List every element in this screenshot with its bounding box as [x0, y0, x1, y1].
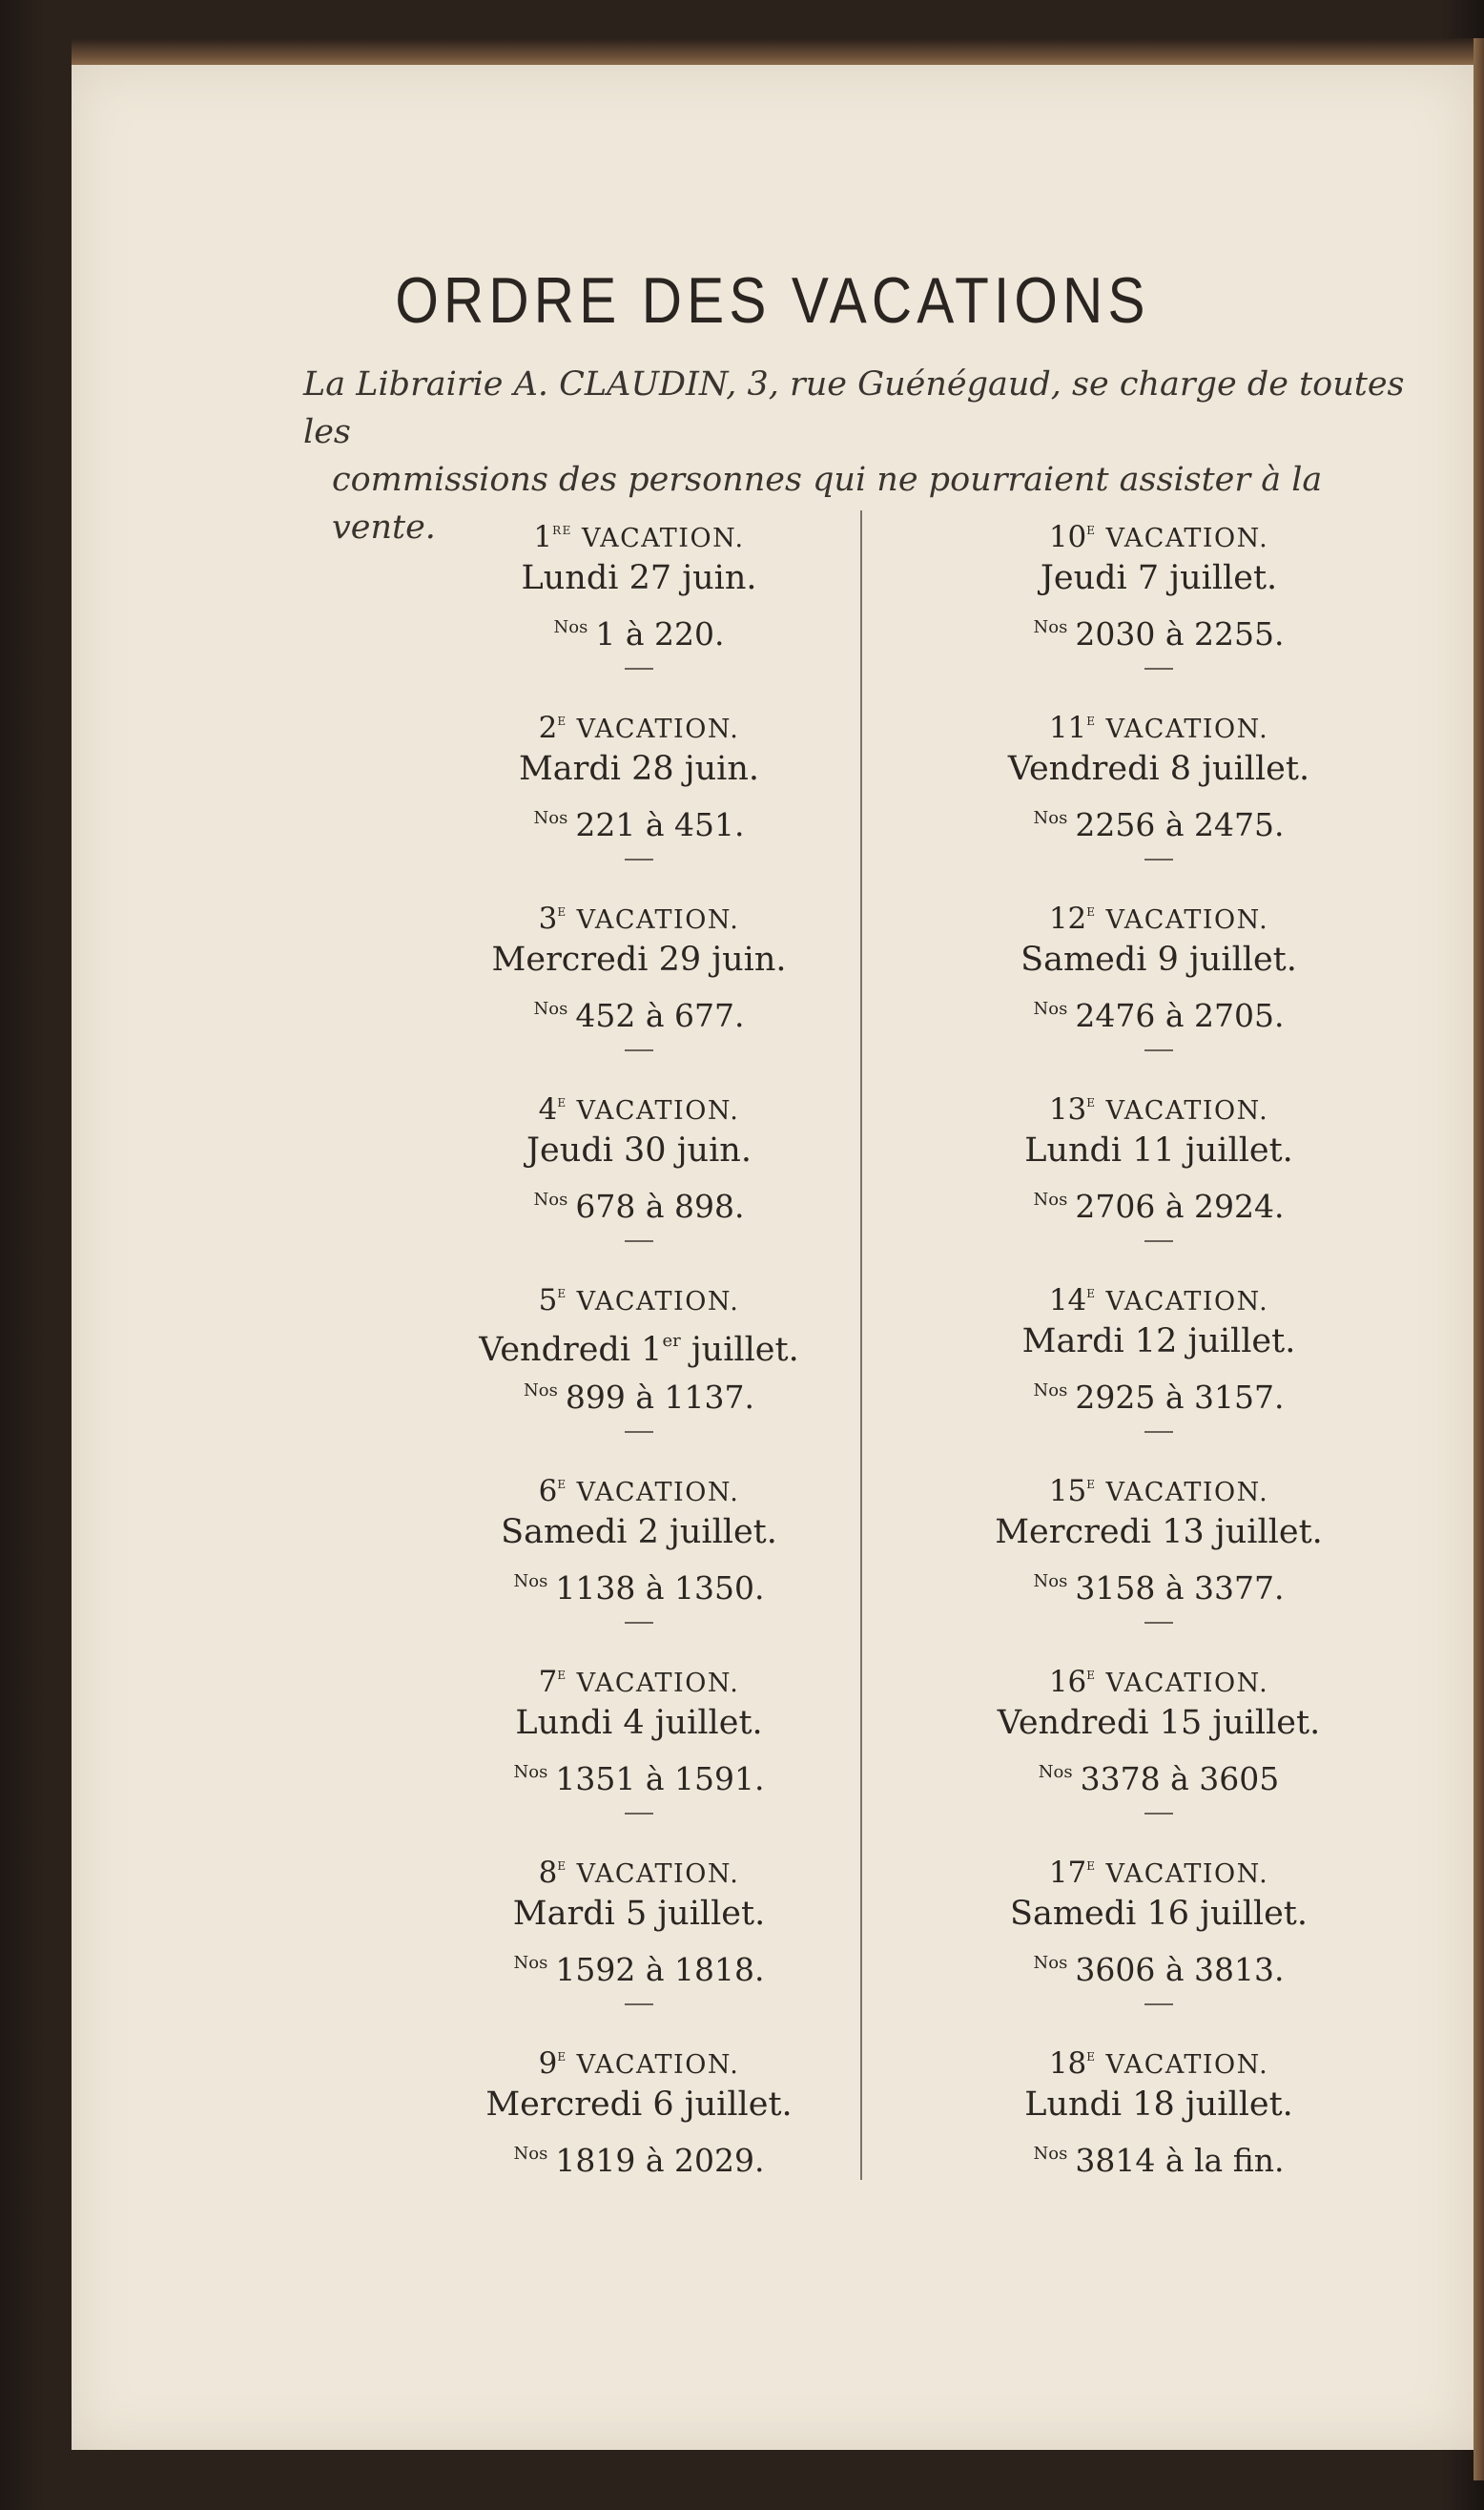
- lot-range: [372, 603, 906, 653]
- vacation-number: 3: [538, 902, 558, 936]
- vacation-date: Mardi 28 juin.: [518, 750, 760, 788]
- vacation-number: 9: [538, 2046, 558, 2081]
- vacation-label: [372, 887, 906, 935]
- lot-range: [892, 1366, 1426, 1416]
- lot-range: [892, 1748, 1426, 1797]
- vacation-word: VACATION.: [1105, 1478, 1269, 1507]
- vacation-ordinal: e: [557, 711, 567, 730]
- vacation-label: [372, 696, 906, 744]
- lot-range-value: 2706 à 2924.: [1075, 1188, 1285, 1225]
- vacation-word: VACATION.: [1105, 905, 1269, 935]
- vacation-ordinal: e: [1086, 711, 1097, 730]
- lot-prefix: Nos: [533, 1190, 568, 1210]
- vacation-number: 16: [1048, 1665, 1087, 1699]
- vacation-date: Lundi 18 juillet.: [1024, 2085, 1293, 2124]
- lot-prefix: Nos: [533, 999, 568, 1019]
- lot-range: [372, 1557, 906, 1607]
- vacation-ordinal: e: [1086, 1665, 1097, 1684]
- vacation-label: [892, 1460, 1426, 1507]
- vacation-date: Samedi 9 juillet.: [1020, 941, 1297, 979]
- vacation-label: [892, 506, 1426, 553]
- vacation-date: Samedi 16 juillet.: [1009, 1895, 1308, 1933]
- vacation-number: 5: [538, 1283, 558, 1317]
- lot-range-value: 452 à 677.: [575, 997, 745, 1034]
- vacation-label: [892, 2032, 1426, 2080]
- vacation-entry: [892, 1650, 1426, 1841]
- lot-range-value: 2256 à 2475.: [1075, 806, 1285, 843]
- vacation-date: Jeudi 7 juillet.: [1040, 559, 1278, 597]
- entry-separator: [1144, 668, 1173, 670]
- lot-range-value: 1351 à 1591.: [555, 1760, 765, 1797]
- vacation-word: VACATION.: [576, 1287, 740, 1317]
- vacation-word: VACATION.: [576, 2050, 740, 2080]
- vacation-date: Lundi 11 juillet.: [1024, 1131, 1293, 1170]
- lot-range-value: 1138 à 1350.: [555, 1569, 765, 1607]
- vacation-label: [372, 1269, 906, 1317]
- vacation-entry: [372, 1650, 906, 1841]
- vacation-entry: [372, 506, 906, 696]
- vacation-label: [892, 696, 1426, 744]
- binding-right-edge: [1474, 38, 1484, 2480]
- vacation-entry: [892, 696, 1426, 887]
- vacation-entry: [892, 1269, 1426, 1460]
- entry-separator: [1144, 1813, 1173, 1815]
- vacation-number: 18: [1048, 2046, 1087, 2081]
- vacation-number: 12: [1048, 902, 1087, 936]
- vacation-date: Mardi 12 juillet.: [1021, 1322, 1296, 1360]
- vacation-entry: [372, 2032, 906, 2223]
- vacation-number: 15: [1048, 1474, 1087, 1508]
- lot-prefix: Nos: [513, 1953, 548, 1973]
- vacation-entry: [372, 1460, 906, 1650]
- vacation-label: [892, 1078, 1426, 1126]
- lot-range: [372, 2129, 906, 2179]
- page-title: ORDRE DES VACATIONS: [395, 264, 1150, 337]
- lot-range: [372, 794, 906, 843]
- vacation-label: [372, 1078, 906, 1126]
- vacation-word: VACATION.: [1105, 1096, 1269, 1126]
- vacation-ordinal: e: [1086, 2046, 1097, 2065]
- binding-top-edge: [72, 38, 1484, 65]
- vacation-word: VACATION.: [1105, 715, 1269, 744]
- lot-range-value: 3814 à la fin.: [1075, 2142, 1285, 2179]
- vacation-word: VACATION.: [581, 524, 745, 553]
- lot-range: [892, 2129, 1426, 2179]
- vacation-ordinal: e: [557, 1092, 567, 1111]
- lot-range: [892, 985, 1426, 1034]
- entry-separator: [1144, 1622, 1173, 1624]
- vacation-word: VACATION.: [1105, 2050, 1269, 2080]
- lot-range-value: 3378 à 3605: [1080, 1760, 1280, 1797]
- vacation-word: VACATION.: [576, 1669, 740, 1698]
- entry-separator: [1144, 1431, 1173, 1433]
- lot-prefix: Nos: [513, 1762, 548, 1782]
- lot-range-value: 2030 à 2255.: [1075, 615, 1285, 653]
- vacation-label: [892, 1269, 1426, 1317]
- vacation-label: [372, 506, 906, 553]
- lot-range: [372, 985, 906, 1034]
- vacation-number: 7: [538, 1665, 558, 1699]
- lot-range: [372, 1175, 906, 1225]
- lot-range: [892, 794, 1426, 843]
- vacation-word: VACATION.: [1105, 524, 1269, 553]
- vacation-word: VACATION.: [1105, 1287, 1269, 1317]
- vacation-ordinal: e: [557, 1474, 567, 1493]
- vacation-ordinal: e: [1086, 902, 1097, 921]
- lot-prefix: Nos: [533, 808, 568, 828]
- lot-prefix: Nos: [1033, 1953, 1068, 1973]
- vacation-number: 2: [538, 711, 558, 745]
- vacation-entry: [892, 1460, 1426, 1650]
- vacation-ordinal: e: [557, 2046, 567, 2065]
- vacation-date: Vendredi 8 juillet.: [1007, 750, 1310, 788]
- entry-separator: [625, 2003, 653, 2005]
- vacation-entry: [372, 887, 906, 1078]
- vacation-word: VACATION.: [1105, 1669, 1269, 1698]
- vacation-ordinal: e: [557, 902, 567, 921]
- vacation-label: [372, 1841, 906, 1889]
- vacation-date: Mercredi 13 juillet.: [995, 1513, 1323, 1551]
- vacation-date: Mercredi 29 juin.: [491, 941, 787, 979]
- vacation-date: Mercredi 6 juillet.: [485, 2085, 793, 2124]
- vacation-date: Lundi 27 juin.: [521, 559, 757, 597]
- vacation-ordinal: e: [1086, 1856, 1097, 1875]
- vacation-number: 8: [538, 1856, 558, 1890]
- vacation-entry: [892, 1841, 1426, 2032]
- vacation-ordinal: e: [1086, 1092, 1097, 1111]
- vacation-date: Mardi 5 juillet.: [512, 1895, 766, 1933]
- right-column: [892, 506, 1426, 2223]
- vacation-number: 14: [1048, 1283, 1087, 1317]
- vacation-label: [892, 1650, 1426, 1698]
- vacation-label: [372, 1650, 906, 1698]
- vacation-entry: [372, 696, 906, 887]
- vacation-entry: [372, 1841, 906, 2032]
- entry-separator: [625, 1240, 653, 1242]
- vacation-word: VACATION.: [576, 905, 740, 935]
- entry-separator: [1144, 1049, 1173, 1051]
- lot-prefix: Nos: [513, 2144, 548, 2164]
- lot-prefix: Nos: [1033, 808, 1068, 828]
- lot-prefix: Nos: [513, 1571, 548, 1591]
- entry-separator: [625, 1622, 653, 1624]
- lot-range: [372, 1939, 906, 1988]
- left-column: [372, 506, 906, 2223]
- entry-separator: [625, 1049, 653, 1051]
- vacation-ordinal: e: [557, 1665, 567, 1684]
- entry-separator: [625, 859, 653, 861]
- vacation-word: VACATION.: [576, 1859, 740, 1889]
- intro-line-2: commissions des personnes qui ne pourraient assister à la vente.: [332, 461, 1323, 547]
- lot-prefix: Nos: [1033, 2144, 1068, 2164]
- lot-prefix: Nos: [524, 1380, 558, 1400]
- lot-range-value: 2476 à 2705.: [1075, 997, 1285, 1034]
- lot-prefix: Nos: [1033, 617, 1068, 637]
- vacation-date: Samedi 2 juillet.: [501, 1513, 777, 1551]
- intro-line-1: La Librairie A. CLAUDIN, 3, rue Guénégaud, se charge de toutes les: [303, 365, 1405, 451]
- vacation-number: 4: [538, 1092, 558, 1127]
- vacation-entry: [372, 1269, 906, 1460]
- lot-prefix: Nos: [553, 617, 588, 637]
- lot-range: [892, 603, 1426, 653]
- vacation-number: 13: [1048, 1092, 1087, 1127]
- lot-range-value: 678 à 898.: [575, 1188, 745, 1225]
- vacation-label: [372, 1460, 906, 1507]
- vacation-date: Jeudi 30 juin.: [526, 1131, 752, 1170]
- vacation-date: Lundi 4 juillet.: [515, 1704, 763, 1742]
- vacation-ordinal: e: [1086, 1474, 1097, 1493]
- entry-separator: [625, 1431, 653, 1433]
- vacation-number: 10: [1048, 520, 1087, 554]
- lot-range-value: 3606 à 3813.: [1075, 1951, 1285, 1988]
- entry-separator: [625, 1813, 653, 1815]
- lot-prefix: Nos: [1033, 1380, 1068, 1400]
- vacation-date: Vendredi 15 juillet.: [997, 1704, 1321, 1742]
- vacation-entry: [892, 1078, 1426, 1269]
- vacation-entry: [892, 506, 1426, 696]
- vacation-number: 17: [1048, 1856, 1087, 1890]
- vacation-word: VACATION.: [576, 1096, 740, 1126]
- vacation-ordinal: e: [1086, 520, 1097, 539]
- lot-prefix: Nos: [1033, 999, 1068, 1019]
- lot-range-value: 1819 à 2029.: [555, 2142, 765, 2179]
- lot-range: [372, 1748, 906, 1797]
- entry-separator: [1144, 2003, 1173, 2005]
- vacation-word: VACATION.: [576, 715, 740, 744]
- lot-range-value: 2925 à 3157.: [1075, 1379, 1285, 1416]
- vacation-date: Vendredi 1er juillet.: [479, 1331, 799, 1369]
- vacation-ordinal: re: [552, 520, 572, 539]
- vacation-entry: [892, 2032, 1426, 2223]
- vacation-label: [892, 1841, 1426, 1889]
- vacation-entry: [892, 887, 1426, 1078]
- vacation-ordinal: e: [1086, 1283, 1097, 1302]
- vacation-ordinal: e: [557, 1856, 567, 1875]
- lot-range-value: 221 à 451.: [575, 806, 745, 843]
- entry-separator: [625, 668, 653, 670]
- lot-range-value: 899 à 1137.: [565, 1379, 754, 1416]
- entry-separator: [1144, 859, 1173, 861]
- lot-range: [892, 1175, 1426, 1225]
- lot-range-value: 1 à 220.: [595, 615, 725, 653]
- vacation-label: [892, 887, 1426, 935]
- vacation-ordinal: e: [557, 1283, 567, 1302]
- lot-prefix: Nos: [1033, 1571, 1068, 1591]
- lot-range: [892, 1557, 1426, 1607]
- entry-separator: [1144, 1240, 1173, 1242]
- vacation-number: 1: [533, 520, 553, 554]
- vacation-number: 11: [1048, 711, 1087, 745]
- lot-prefix: Nos: [1038, 1762, 1073, 1782]
- vacation-entry: [372, 1078, 906, 1269]
- lot-range: [372, 1366, 906, 1416]
- vacation-word: VACATION.: [576, 1478, 740, 1507]
- lot-range-value: 1592 à 1818.: [555, 1951, 765, 1988]
- vacation-number: 6: [538, 1474, 558, 1508]
- lot-range-value: 3158 à 3377.: [1075, 1569, 1285, 1607]
- vacation-label: [372, 2032, 906, 2080]
- lot-prefix: Nos: [1033, 1190, 1068, 1210]
- lot-range: [892, 1939, 1426, 1988]
- vacation-word: VACATION.: [1105, 1859, 1269, 1889]
